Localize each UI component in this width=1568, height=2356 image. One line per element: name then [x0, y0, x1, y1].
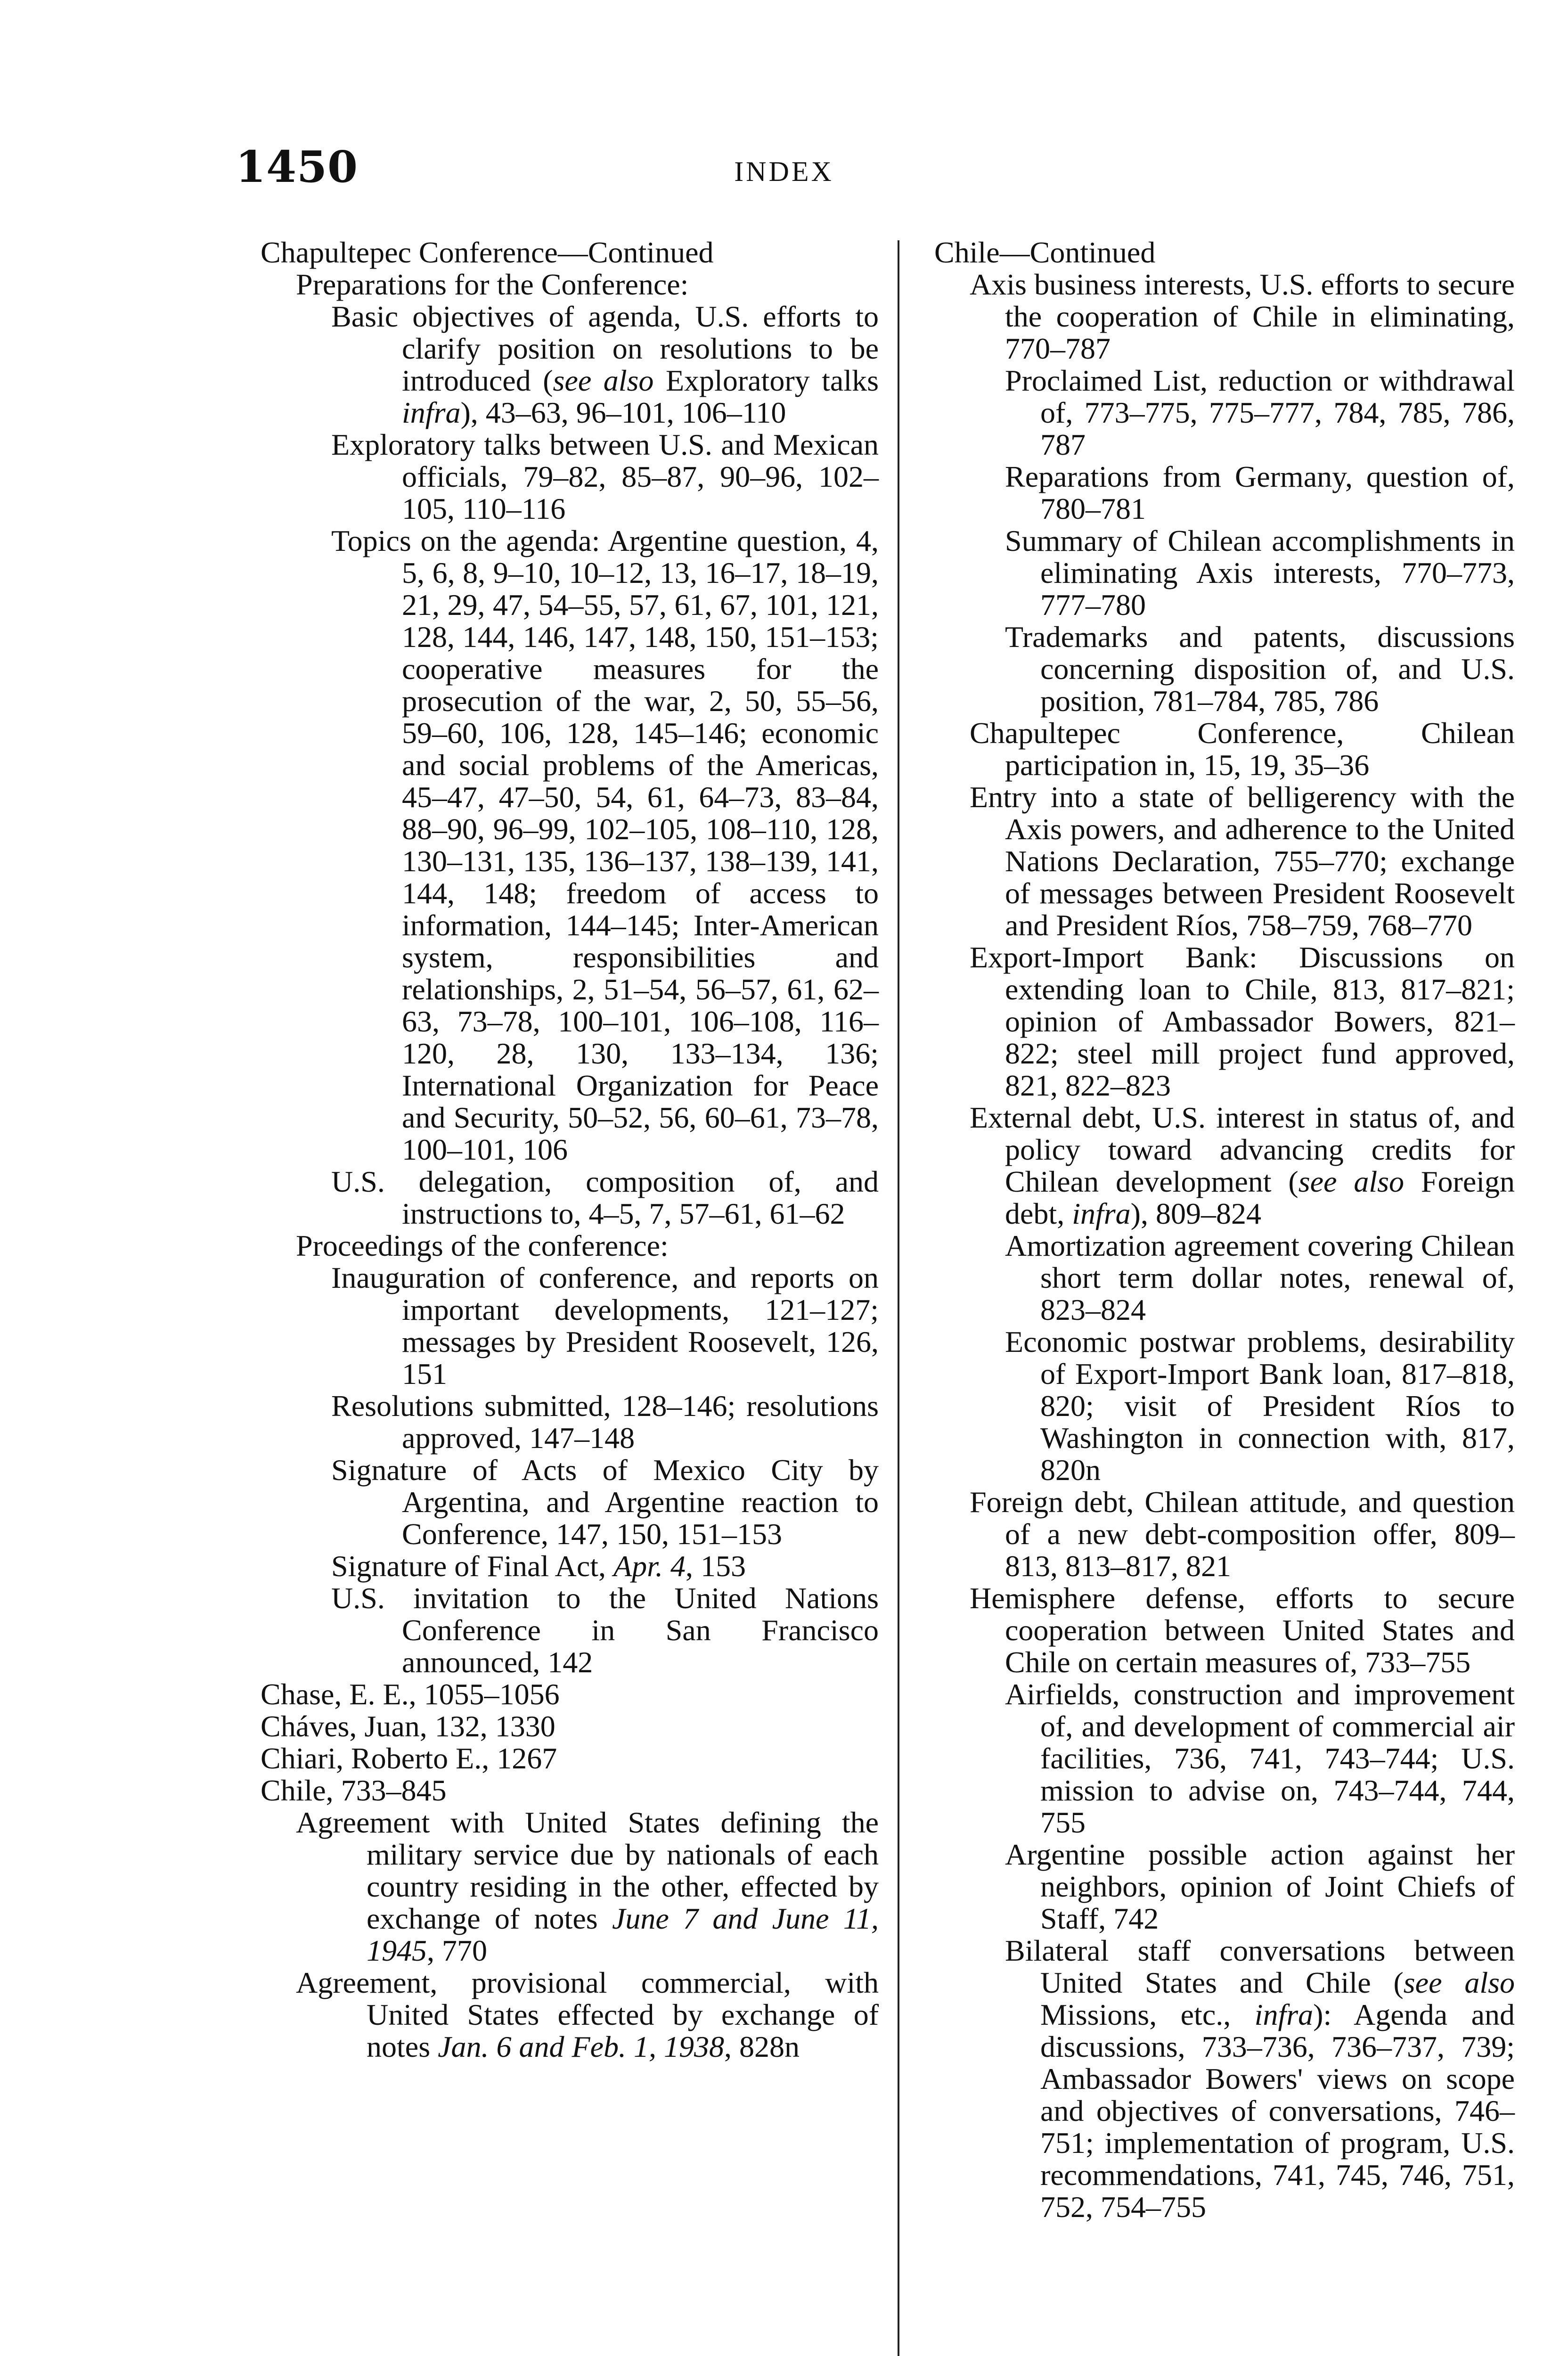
column-divider	[898, 240, 899, 2356]
index-column-right	[934, 237, 1515, 2223]
index-entry: Topics on the agenda: Argentine question, 4, 5, 6, 8, 9–10, 10–12, 13, 16–17, 18–19, 21, 29, 47, 54–55, 57, 61, 67, 101, 121, 128, 144, 146, 147, 148, 150, 151–153; cooperative measures for the prosecution of the war, 2, 50, 55–56, 59–60, 106, 128, 145–146; economic and social problems of the Americas, 45–47, 47–50, 54, 61, 64–73, 83–84, 88–90, 96–99, 102–105, 108–110, 128, 130–131, 135, 136–137, 138–139, 141, 144, 148; freedom of access to information, 144–145; Inter-American system, responsibilities and relationships, 2, 51–54, 56–57, 61, 62–63, 73–78, 100–101, 106–108, 116–120, 28, 130, 133–134, 136; International Organization for Peace and Security, 50–52, 56, 60–61, 73–78, 100–101, 106	[331, 524, 879, 1166]
index-entry: Chase, E. E., 1055–1056	[261, 1677, 560, 1711]
page-number: 1450	[236, 141, 359, 192]
index-entry: Economic postwar problems, desirability of Export-Import Bank loan, 817–818, 820; visit of President Ríos to Washington in connection with, 817, 820n	[1005, 1325, 1515, 1487]
index-entry: Trademarks and patents, discussions concerning disposition of, and U.S. position, 781–784, 785, 786	[1005, 620, 1515, 718]
index-entry: Chapultepec Conference—Continued	[261, 236, 714, 269]
index-entry: Inauguration of conference, and reports on important developments, 121–127; messages by President Roosevelt, 126, 151	[331, 1261, 879, 1391]
index-entry: Argentine possible action against her neighbors, opinion of Joint Chiefs of Staff, 742	[1005, 1838, 1515, 1935]
index-entry: Reparations from Germany, question of, 780–781	[1005, 460, 1515, 525]
index-column-left	[261, 237, 879, 2063]
index-entry: Agreement with United States defining the military service due by nationals of each country residing in the other, effected by exchange of notes June 7 and June 11, 1945, 770	[296, 1806, 879, 1967]
index-entry: Chile—Continued	[934, 236, 1156, 269]
index-entry: Cháves, Juan, 132, 1330	[261, 1710, 555, 1743]
index-entry: Proceedings of the conference:	[296, 1229, 669, 1262]
index-entry: Entry into a state of belligerency with the Axis powers, and adherence to the United Nations Declaration, 755–770; exchange of messages between President Roosevelt and President Ríos, 758–759, 768–770	[970, 780, 1515, 942]
index-entry: Resolutions submitted, 128–146; resolutions approved, 147–148	[331, 1389, 879, 1455]
index-entry: Signature of Final Act, Apr. 4, 153	[331, 1549, 746, 1583]
index-entry: Chapultepec Conference, Chilean participation in, 15, 19, 35–36	[970, 716, 1515, 782]
index-entry: Proclaimed List, reduction or withdrawal of, 773–775, 775–777, 784, 785, 786, 787	[1005, 364, 1515, 461]
index-entry: Export-Import Bank: Discussions on extending loan to Chile, 813, 817–821; opinion of Ambassador Bowers, 821–822; steel mill project fund approved, 821, 822–823	[970, 941, 1515, 1102]
index-entry: Summary of Chilean accomplishments in eliminating Axis interests, 770–773, 777–780	[1005, 524, 1515, 622]
index-entry: Axis business interests, U.S. efforts to secure the cooperation of Chile in eliminating, 770–787	[970, 268, 1515, 365]
index-entry: Basic objectives of agenda, U.S. efforts to clarify position on resolutions to be introduced (see also Exploratory talks infra), 43–63, 96–101, 106–110	[331, 300, 879, 429]
running-head: INDEX	[734, 156, 834, 187]
index-entry: Agreement, provisional commercial, with United States effected by exchange of notes Jan. 6 and Feb. 1, 1938, 828n	[296, 1966, 879, 2063]
index-entry: Bilateral staff conversations between United States and Chile (see also Missions, etc., infra): Agenda and discussions, 733–736, 736–737, 739; Ambassador Bowers' views on scope and objectives of conversations, 746–751; implementation of program, U.S. recommendations, 741, 745, 746, 751, 752, 754–755	[1005, 1934, 1515, 2224]
index-entry: Chile, 733–845	[261, 1774, 447, 1807]
index-entry: Amortization agreement covering Chilean short term dollar notes, renewal of, 823–824	[1005, 1229, 1515, 1326]
index-entry: Preparations for the Conference:	[296, 268, 689, 301]
index-entry: Exploratory talks between U.S. and Mexican officials, 79–82, 85–87, 90–96, 102–105, 110–116	[331, 428, 879, 525]
index-entry: Airfields, construction and improvement of, and development of commercial air facilities, 736, 741, 743–744; U.S. mission to advise on, 743–744, 744, 755	[1005, 1677, 1515, 1839]
index-entry: Signature of Acts of Mexico City by Argentina, and Argentine reaction to Conference, 147, 150, 151–153	[331, 1453, 879, 1551]
index-entry: Chiari, Roberto E., 1267	[261, 1742, 557, 1775]
index-entry: Hemisphere defense, efforts to secure cooperation between United States and Chile on certain measures of, 733–755	[970, 1581, 1515, 1679]
index-entry: U.S. invitation to the United Nations Conference in San Francisco announced, 142	[331, 1581, 879, 1679]
index-entry: Foreign debt, Chilean attitude, and question of a new debt-composition offer, 809–813, 813–817, 821	[970, 1485, 1515, 1583]
index-entry: U.S. delegation, composition of, and instructions to, 4–5, 7, 57–61, 61–62	[331, 1165, 879, 1230]
index-entry: External debt, U.S. interest in status of, and policy toward advancing credits for Chilean development (see also Foreign debt, infra), 809–824	[970, 1101, 1515, 1230]
